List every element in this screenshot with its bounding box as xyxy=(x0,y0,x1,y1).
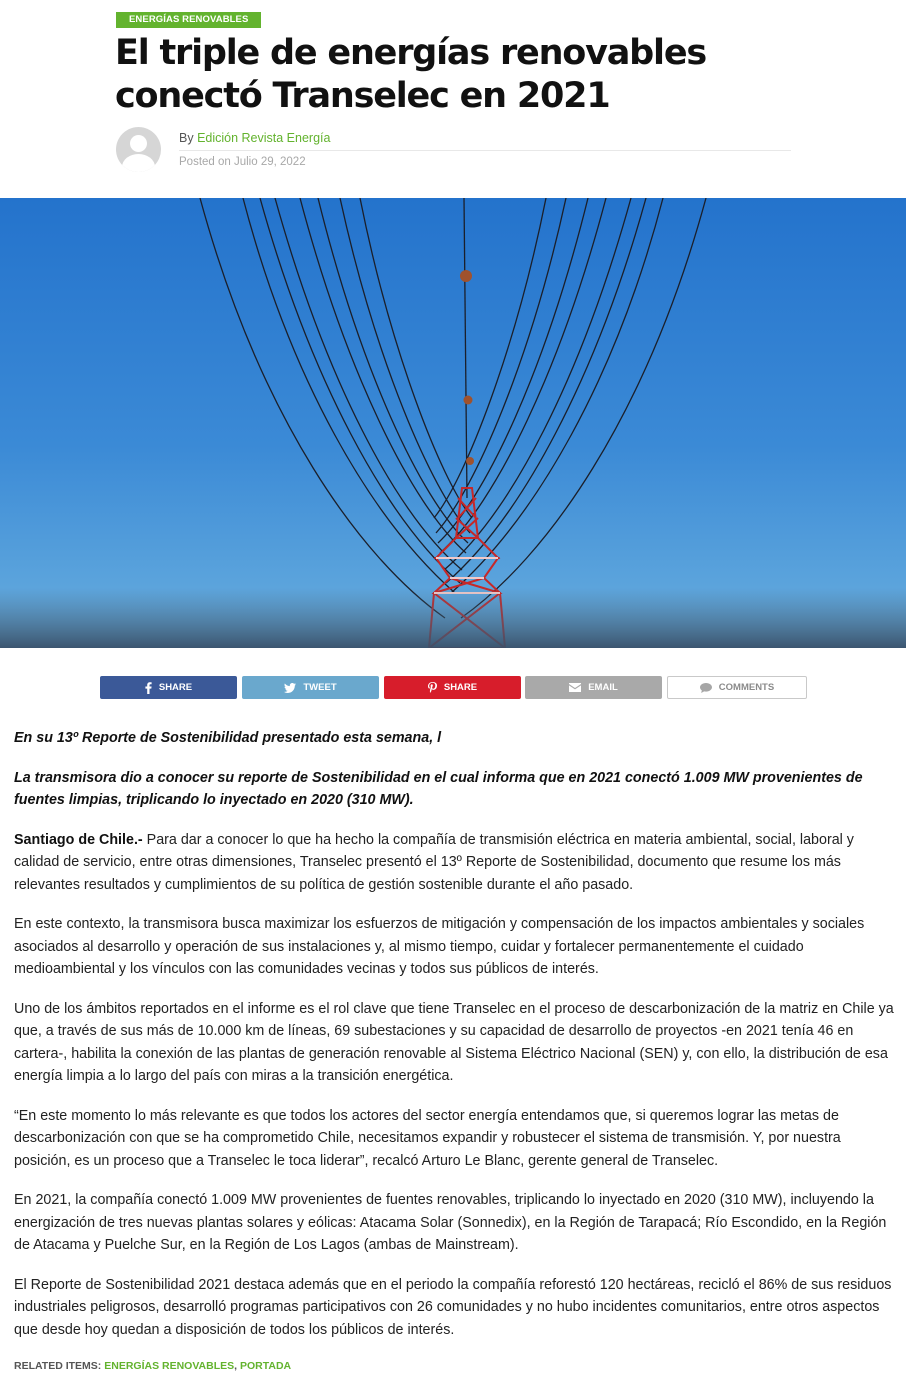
related-tag-energias-renovables[interactable]: ENERGÍAS RENOVABLES xyxy=(104,1360,235,1372)
body-paragraph-4: “En este momento lo más relevante es que todos los actores del sector energía entendamos que, si queremos lograr las metas de descarbonización con que se ha comprometido Chile, necesitamos expandir y robustecer el sistema de transmisión. Y, por nuestra posición, es un proceso que a Transelec le toca liderar”, recalcó Arturo Le Blanc, gerente general de Transelec. xyxy=(14,1107,841,1169)
pinterest-share-button[interactable] xyxy=(384,676,521,699)
author-prefix: By xyxy=(179,131,198,145)
hero-image xyxy=(0,198,906,648)
body-paragraph-6: El Reporte de Sostenibilidad 2021 destaca además que en el periodo la compañía reforestó 120 hectáreas, recicló el 86% de sus residuos industriales peligrosos, desarrolló programas participativos con 26 comunidades y no hubo incidentes comunitarios, entre otros aspectos que desde hoy quedan a disposición de todos los públicos de interés. xyxy=(14,1276,892,1338)
pinterest-share-label: SHARE xyxy=(443,682,478,693)
page-title: El triple de energías renovables conectó Transelec en 2021 xyxy=(115,33,706,116)
pinterest-icon xyxy=(428,682,437,694)
facebook-icon xyxy=(145,682,152,694)
related-separator: , xyxy=(234,1360,238,1372)
dateline: Santiago de Chile.- xyxy=(14,831,143,848)
email-icon xyxy=(569,683,581,692)
body-paragraph-1-text: Para dar a conocer lo que ha hecho la compañía de transmisión eléctrica en materia ambiental, social, laboral y calidad de servicio, entre otras dimensiones, Transelec presentó el 13º Reporte de Sostenibilidad, documento que resume los más relevantes resultados y cumplimientos de su política de gestión sostenible durante el año pasado. xyxy=(14,831,854,893)
comments-button[interactable] xyxy=(667,676,807,699)
author-link[interactable]: Edición Revista Energía xyxy=(197,131,331,145)
comment-icon xyxy=(700,683,712,693)
lead-paragraph-2: La transmisora dio a conocer su reporte de Sostenibilidad en el cual informa que en 2021 conectó 1.009 MW provenientes de fuentes limpias, triplicando lo inyectado en 2020 (310 MW). xyxy=(14,769,863,808)
share-bar xyxy=(100,676,807,699)
body-paragraph-2: En este contexto, la transmisora busca maximizar los esfuerzos de mitigación y compensación de los impactos ambientales y sociales asociados al desarrollo y operación de sus instalaciones y, al mismo tiempo, cuidar y fortalecer permanentemente el cuidado medioambiental y los vínculos con las comunidades vecinas y todos sus públicos de interés. xyxy=(14,916,865,977)
byline-divider xyxy=(179,150,791,151)
comments-label: COMMENTS xyxy=(718,682,775,693)
category-badge[interactable]: ENERGÍAS RENOVABLES xyxy=(116,12,261,28)
email-share-button[interactable] xyxy=(525,676,662,699)
lead-paragraph-1: En su 13º Reporte de Sostenibilidad presentado esta semana, l xyxy=(14,730,442,746)
related-tag-portada[interactable]: PORTADA xyxy=(240,1360,292,1372)
related-items xyxy=(14,1360,291,1372)
related-items-label: RELATED ITEMS: xyxy=(14,1360,102,1372)
author-avatar[interactable] xyxy=(116,127,161,172)
twitter-icon xyxy=(284,683,296,693)
body-paragraph-1 xyxy=(14,829,894,897)
body-paragraph-5: En 2021, la compañía conectó 1.009 MW provenientes de fuentes renovables, triplicando lo inyectado en 2020 (310 MW), incluyendo la energización de tres nuevas plantas solares y eólicas: Atacama Solar (Sonnedix), en la Región de Tarapacá; Río Escondido, en la Región de Atacama y Puelche Sur, en la Región de Los Lagos (ambas de Mainstream). xyxy=(14,1192,887,1253)
twitter-share-button[interactable] xyxy=(242,676,379,699)
body-paragraph-3: Uno de los ámbitos reportados en el informe es el rol clave que tiene Transelec en el proceso de descarbonización de la matriz en Chile ya que, a través de sus más de 10.000 km de líneas, 69 subestaciones y su capacidad de desarrollo de proyectos -en 2021 tenía 46 en cartera-, habilita la conexión de las plantas de generación renovable al Sistema Eléctrico Nacional (SEN) y, con ello, la distribución de esa energía limpia a lo largo del país con miras a la transición energética. xyxy=(14,1000,894,1084)
email-share-label: EMAIL xyxy=(588,682,618,693)
article-body xyxy=(14,727,894,1358)
post-date: Posted on Julio 29, 2022 xyxy=(179,156,306,168)
byline xyxy=(179,131,330,145)
facebook-share-label: SHARE xyxy=(158,682,193,693)
twitter-share-label: TWEET xyxy=(303,682,337,693)
facebook-share-button[interactable] xyxy=(100,676,237,699)
